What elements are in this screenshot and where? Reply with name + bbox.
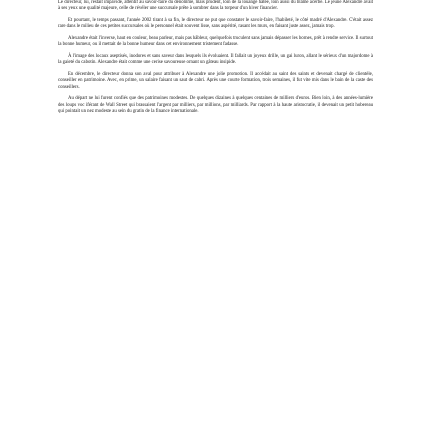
paragraph-6: Au départ ne lui furent confiés que des patrimoines modestes. De quelques dizaines à quelques centaines de milliers d'euros. Bien loin, à des années-lumière des loups voc iférant de Wall Street qui brassaient l'argent par milliers, par millions, par milliards. Par rapport à la haute aristocratie, il devenait un petit hobereau qui pointait un nez modeste au sein du gratin de la finance internationale. xyxy=(58,96,373,114)
paragraph-5: En décembre, le directeur donna son aval pour attribuer à Alexandre une jolie promotion. Il accédait au saint des saints et devenait chargé de clientèle, conseiller en patrimoine. Avec, en prime, un salaire faisant un saut de cabri. Après une courte formation, trois semaines, il fut vite mis dans le bain de la caste des conseillers. xyxy=(58,71,373,90)
paragraph-2: Et pourtant, le temps passant, l'année 2002 tirant à sa fin, le directeur ne put que constater le savoir-faire, l'habileté, le côté madré d'Alexandre. C'était assez rare dans le milieu de ces petites succursales où le personnel était souvent lisse, sans aspérité, rasant les murs, en faisant juste assez, jamais trop. xyxy=(58,17,373,30)
paragraph-1: Le directeur, lui, restait impavide, attentif au savoir-faire du dénommé, mais prudent, loin de la louange hâtée, loin aussi du blâme acerbe. Le jeune Alexandre avait à ses yeux une qualité majeure, celle de révéler une succursale prête à sombrer dans la torpeur d'un hiver financier. xyxy=(58,0,373,12)
paragraph-3: Alexandre était l'inverse, haut en couleur, beau parleur, mais pas hâbleur, quelquefois truculent sans jamais dépasser les bornes, prêt à rendre service. Il surtout la bonne humeur, ou il mettait de la bonne humeur dans cet environnement tristement fadasse. xyxy=(58,35,373,48)
paragraph-4: À l'image des locaux aseptisés, inodores et sans saveur dans lesquels ils évoluaient. Il fallait un joyeux drille, un gai luron, allant le sérieux d'un majordome à la gaieté du cabotin. Alexandre était comme une cerise savoureuse ornant un gâteau insipide. xyxy=(58,53,373,66)
